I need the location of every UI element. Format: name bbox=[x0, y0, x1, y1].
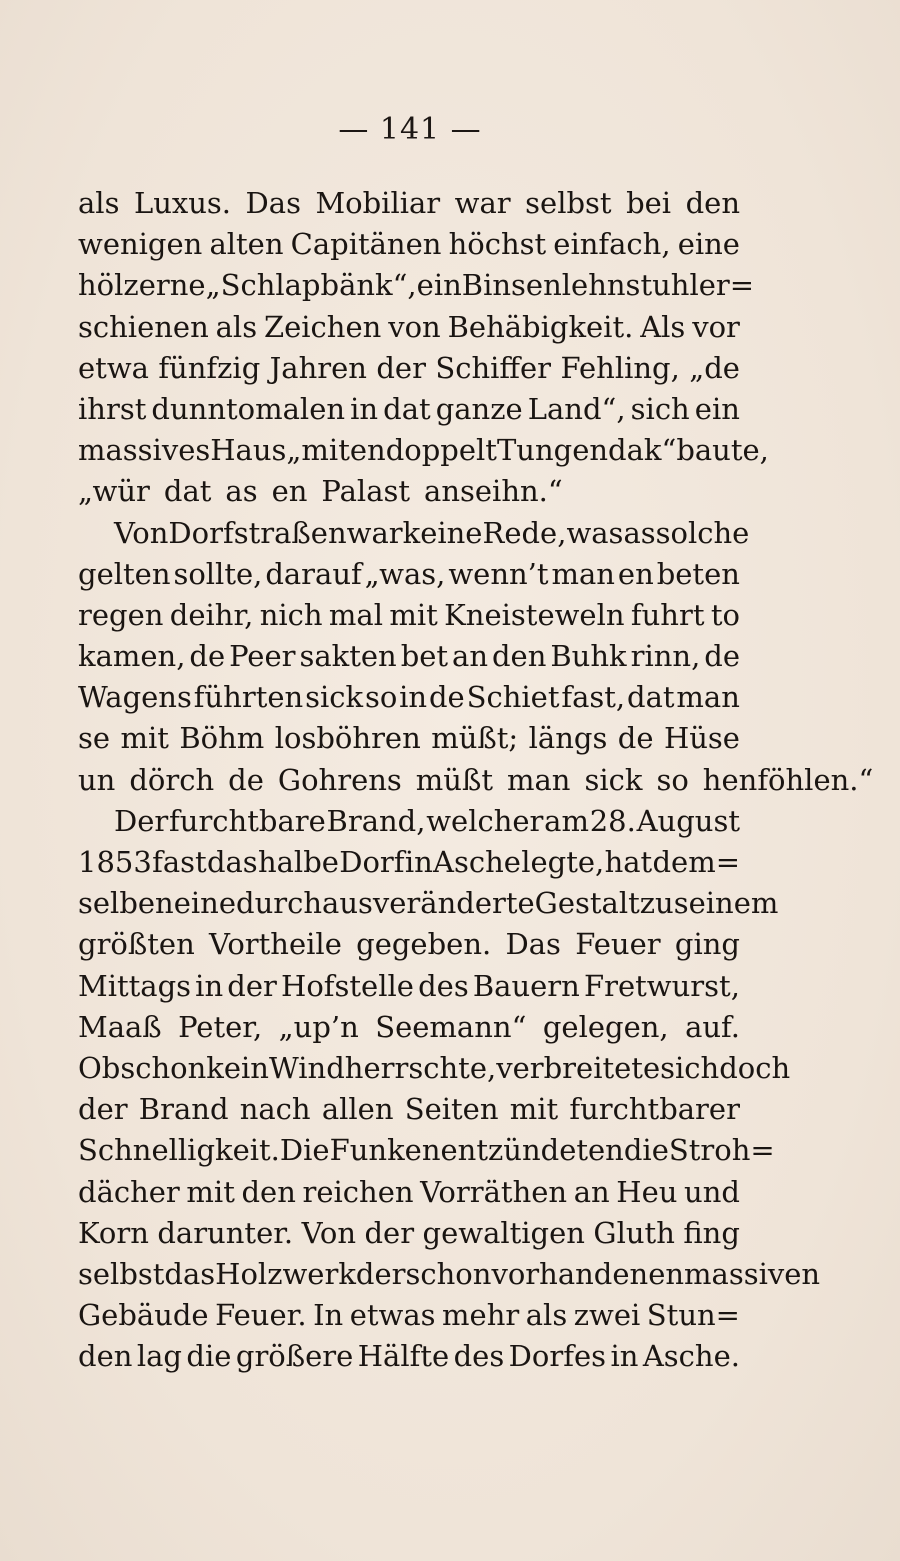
text-line: selben eine durchaus veränderte Gestalt zu seinem bbox=[78, 886, 779, 921]
text-line: der Brand nach allen Seiten mit furchtbarer bbox=[78, 1092, 740, 1127]
text-line: un dörch de Gohrens müßt man sick so henföhlen.“ bbox=[78, 762, 874, 797]
text-line: als Luxus. Das Mobiliar war selbst bei den bbox=[78, 186, 740, 220]
text-line: massives Haus „mit en doppelt Tungendak“ baute, bbox=[78, 433, 769, 468]
text-line: Von Dorfstraßen war keine Rede, was as solche bbox=[114, 515, 750, 550]
text-line: „wür dat as en Palast anseihn.“ bbox=[78, 474, 563, 509]
text-line: wenigen alten Capitänen höchst einfach, eine bbox=[78, 227, 740, 262]
text-line: se mit Böhm losböhren müßt; längs de Hüse bbox=[78, 721, 740, 756]
text-line: kamen, de Peer sakten bet an den Buhk rinn, de bbox=[78, 639, 740, 674]
body-text bbox=[78, 183, 874, 1377]
text-line: selbst das Holzwerk der schon vorhandenen massiven bbox=[78, 1256, 821, 1291]
text-line: den lag die größere Hälfte des Dorfes in Asche. bbox=[78, 1339, 740, 1374]
text-line: gelten sollte, darauf „was, wenn’t man en beten bbox=[78, 556, 740, 591]
text-line: Schnelligkeit. Die Funken entzündeten die Stroh= bbox=[78, 1133, 775, 1168]
text-line: regen deihr, nich mal mit Kneisteweln fuhrt to bbox=[78, 597, 740, 632]
text-line: größten Vortheile gegeben. Das Feuer ging bbox=[78, 927, 740, 962]
text-line: 1853 fast das halbe Dorf in Asche legte, hat dem= bbox=[78, 845, 740, 879]
text-line: ihrst dunntomalen in dat ganze Land“, sich ein bbox=[78, 391, 740, 426]
text-line: Der furchtbare Brand, welcher am 28. August bbox=[114, 803, 740, 838]
text-line: etwa fünfzig Jahren der Schiffer Fehling, „de bbox=[78, 350, 740, 385]
text-line: hölzerne „Schlapbänk“, ein Binsenlehnstuhl er= bbox=[78, 268, 755, 303]
text-line: schienen als Zeichen von Behäbigkeit. Als vor bbox=[78, 309, 740, 344]
text-line: Gebäude Feuer. In etwas mehr als zwei Stun= bbox=[78, 1298, 740, 1333]
page-number: — 141 — bbox=[338, 112, 482, 147]
text-line: Mittags in der Hofstelle des Bauern Fretwurst, bbox=[78, 968, 740, 1003]
text-line: Wagens führten sick so in de Schiet fast, dat man bbox=[78, 680, 740, 715]
text-line: Korn darunter. Von der gewaltigen Gluth fing bbox=[78, 1215, 740, 1250]
text-line: Maaß Peter, „up’n Seemann“ gelegen, auf. bbox=[78, 1009, 740, 1044]
text-line: Obschon kein Wind herrschte, verbreitete sich doch bbox=[78, 1050, 791, 1085]
text-line: dächer mit den reichen Vorräthen an Heu und bbox=[78, 1174, 740, 1209]
